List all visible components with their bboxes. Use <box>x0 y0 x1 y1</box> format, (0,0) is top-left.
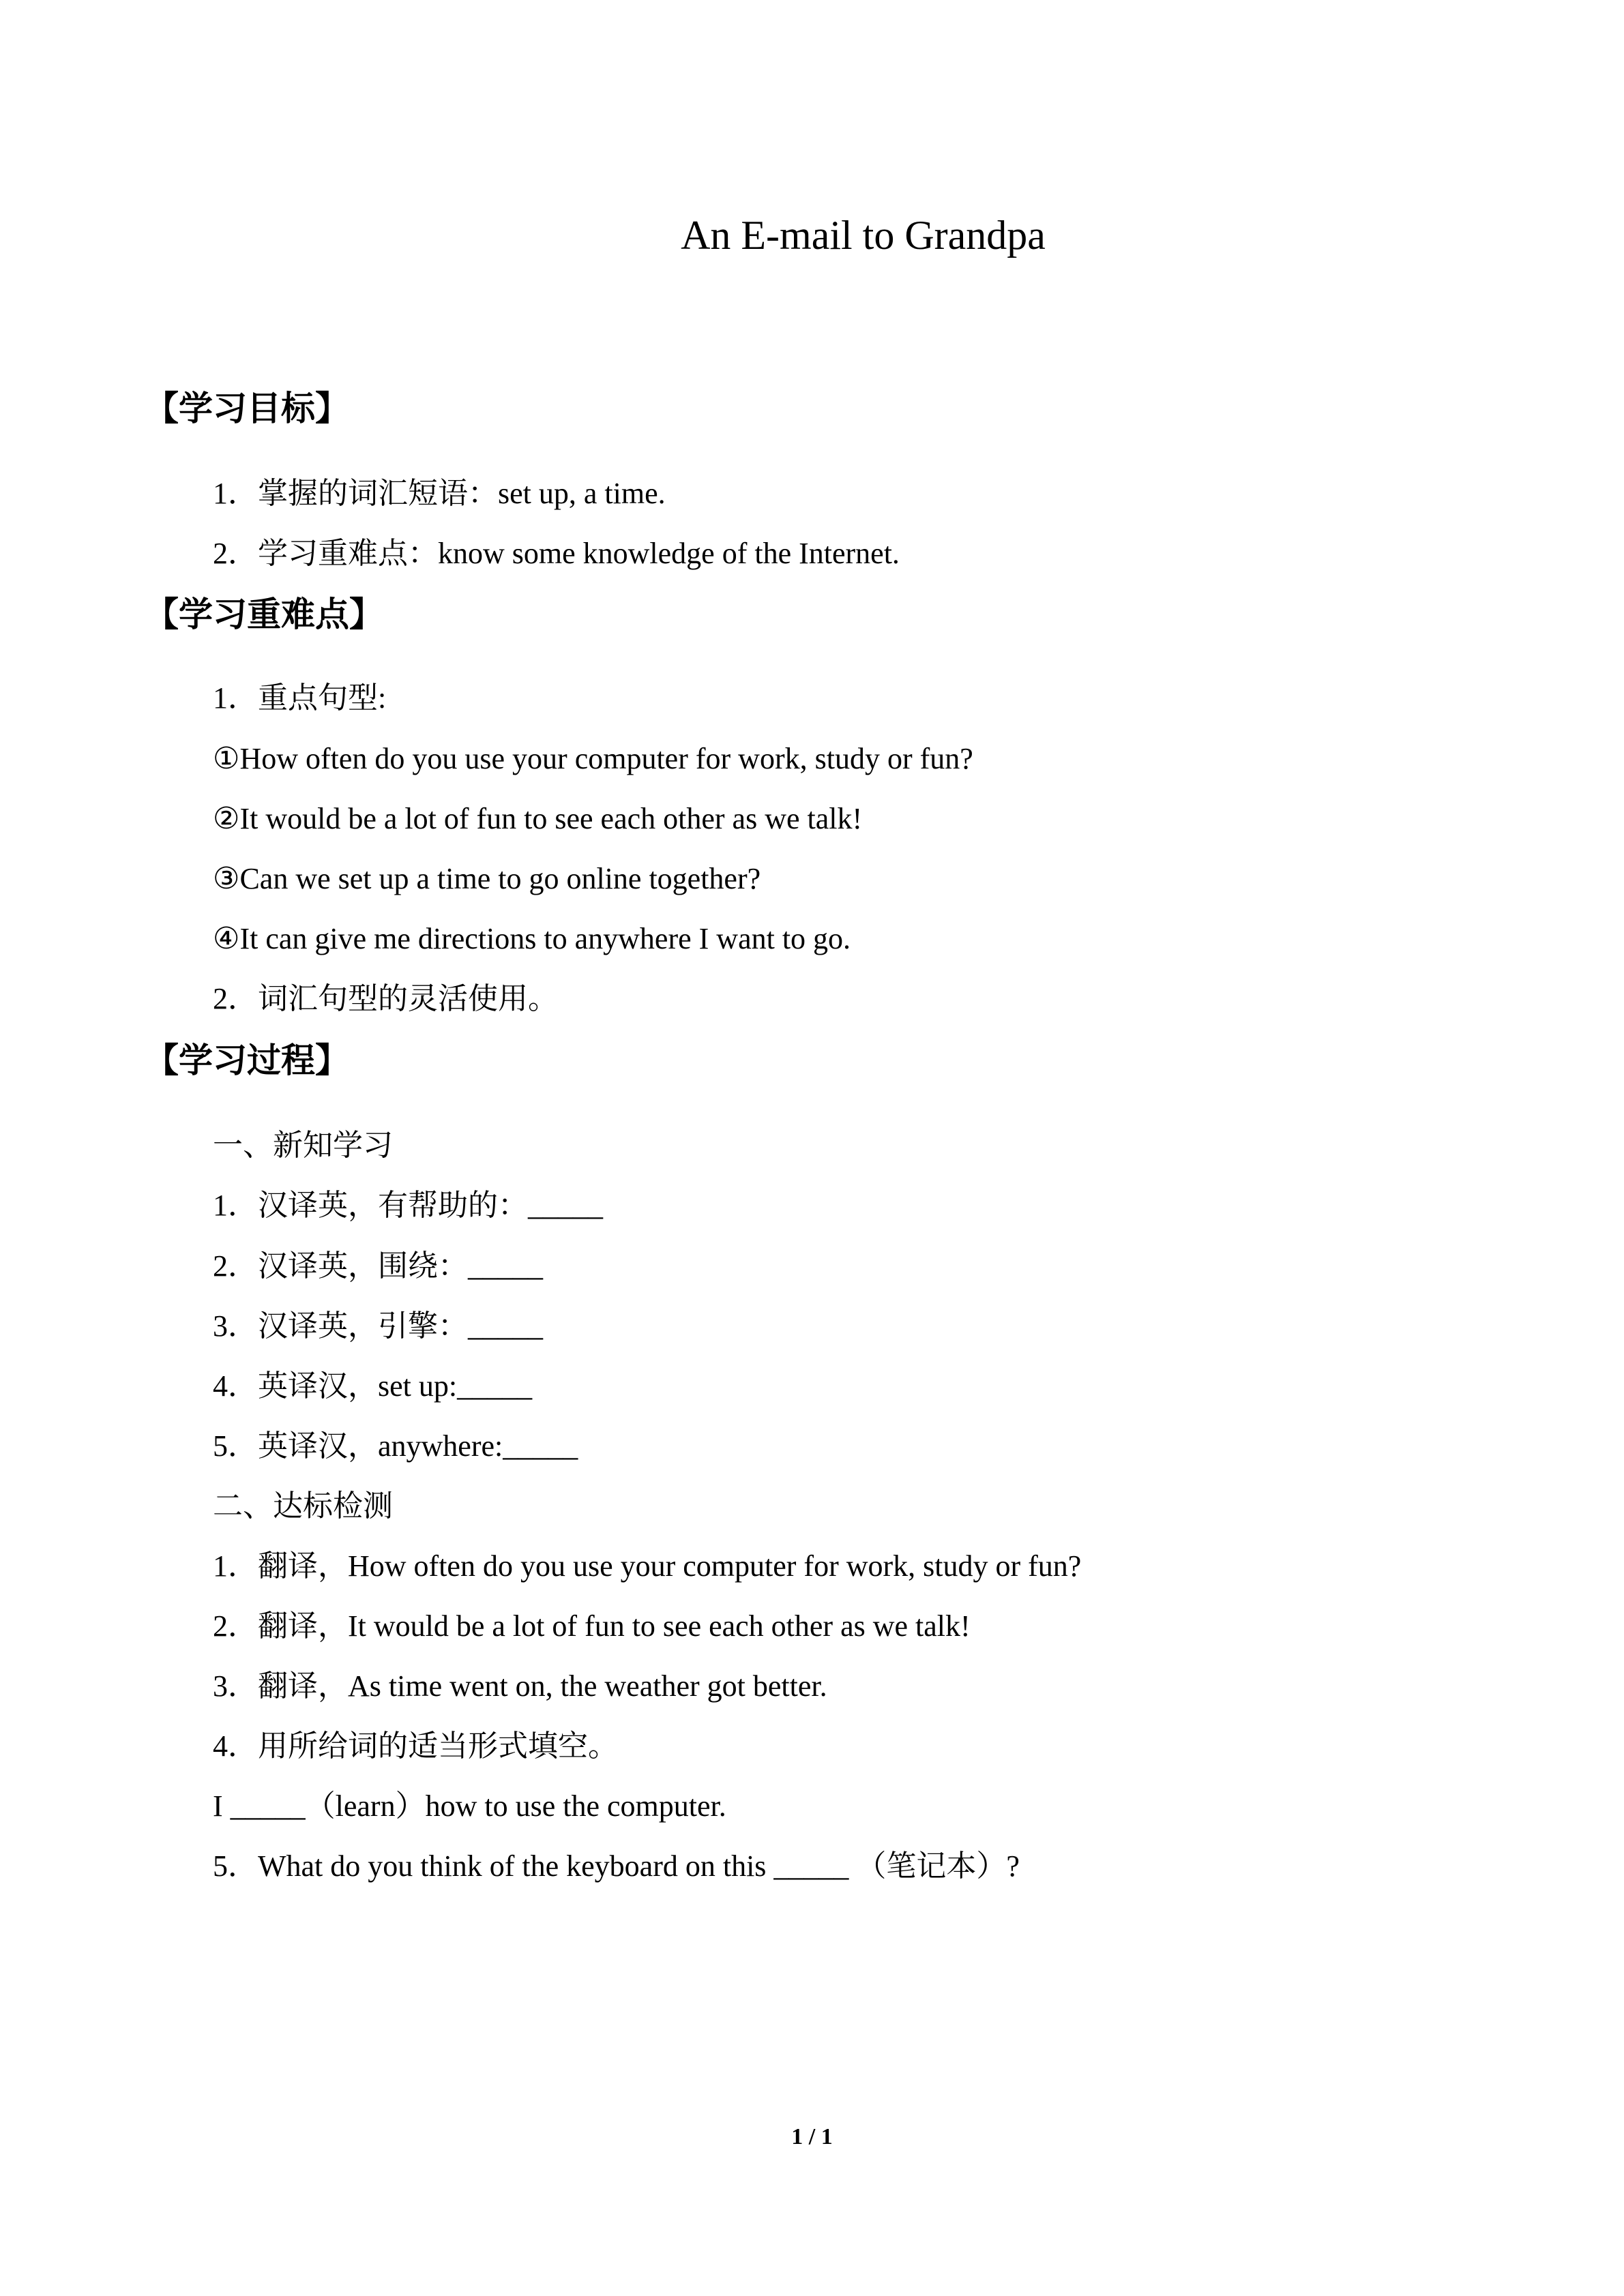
page-number: 1 / 1 <box>791 2124 833 2149</box>
key-points-line-6: 2．词汇句型的灵活使用。 <box>213 982 558 1015</box>
process-line-13: 5．What do you think of the keyboard on this _____ （笔记本）? <box>213 1849 1020 1883</box>
process-line-8: 1．翻译，How often do you use your computer for work, study or fun? <box>213 1549 1082 1583</box>
process-line-7: 二、达标检测 <box>213 1489 393 1523</box>
process-line-5: 4．英译汉，set up:_____ <box>213 1369 533 1403</box>
process-line-12: I _____（learn）how to use the computer. <box>213 1789 726 1823</box>
objectives-line-1: 1．掌握的词汇短语：set up, a time. <box>213 477 666 510</box>
key-points-line-2: ①How often do you use your computer for work, study or fun? <box>213 742 973 775</box>
process-line-4: 3．汉译英，引擎：_____ <box>213 1309 543 1343</box>
document-title: An E-mail to Grandpa <box>681 213 1046 258</box>
key-points-line-3: ②It would be a lot of fun to see each other as we talk! <box>213 802 863 835</box>
process-line-9: 2．翻译，It would be a lot of fun to see each other as we talk! <box>213 1609 971 1643</box>
section-heading-objectives: 【学习目标】 <box>145 389 349 428</box>
key-points-line-1: 1．重点句型: <box>213 681 387 715</box>
section-heading-key-points: 【学习重难点】 <box>145 595 383 634</box>
process-line-2: 1．汉译英，有帮助的：_____ <box>213 1189 603 1222</box>
process-line-6: 5．英译汉，anywhere:_____ <box>213 1429 578 1463</box>
key-points-line-5: ④It can give me directions to anywhere I want to go. <box>213 922 851 955</box>
process-line-3: 2．汉译英，围绕：_____ <box>213 1249 543 1283</box>
process-line-1: 一、新知学习 <box>213 1129 393 1162</box>
process-line-11: 4．用所给词的适当形式填空。 <box>213 1729 618 1763</box>
process-line-10: 3．翻译，As time went on, the weather got better. <box>213 1669 827 1703</box>
key-points-line-4: ③Can we set up a time to go online together? <box>213 862 761 895</box>
section-heading-process: 【学习过程】 <box>145 1041 349 1080</box>
objectives-line-2: 2．学习重难点：know some knowledge of the Internet. <box>213 537 900 570</box>
